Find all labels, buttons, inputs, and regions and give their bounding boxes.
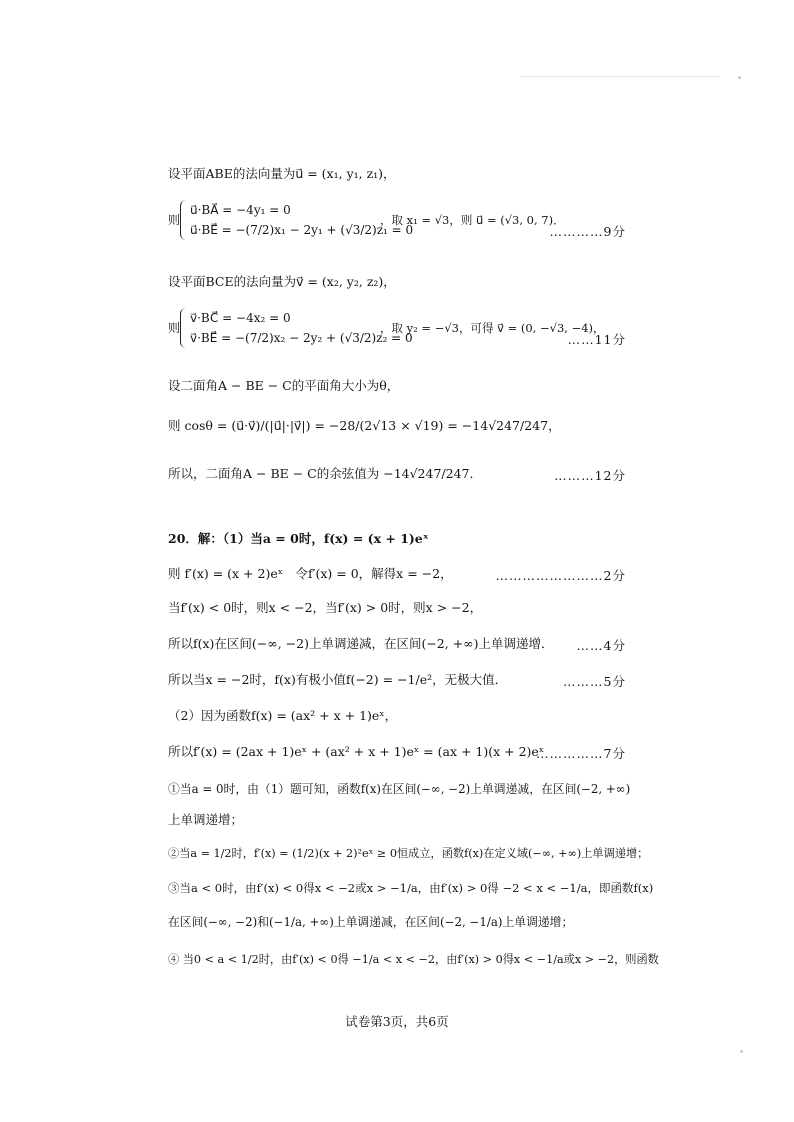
q20-line-1: 20．解：（1）当a = 0时，f(x) = (x + 1)eˣ — [168, 531, 429, 546]
score-7: ……………7分 — [536, 746, 626, 761]
dihedral-angle-line: 设二面角A − BE − C的平面角大小为θ， — [168, 378, 400, 393]
score-11: ……11分 — [567, 332, 626, 347]
q20-line-10: ②当a = 1/2时，f′(x) = (1/2)(x + 2)²eˣ ≥ 0恒成立，函数f(x)在定义域(−∞, +∞)上单调递增； — [168, 847, 649, 860]
cosine-formula-line: 则 cosθ = (u⃗·v⃗)/(|u⃗|·|v⃗|) = −28/(2√13 × √19) = −14√247/247， — [168, 418, 561, 433]
system-prefix: 则 — [168, 213, 181, 227]
system-equation-2: v⃗·BE⃗ = −(7/2)x₂ − 2y₂ + (√3/2)z₂ = 0 — [190, 331, 413, 345]
system-prefix: 则 — [168, 321, 181, 335]
q20-line-13: ④ 当0 < a < 1/2时，由f′(x) < 0得 −1/a < x < −2，由f′(x) > 0得x < −1/a或x > −2，则函数 — [168, 953, 659, 966]
left-brace-icon — [180, 200, 189, 240]
normal-vector-abe-line: 设平面ABE的法向量为u⃗ = (x₁, y₁, z₁)， — [168, 166, 396, 181]
score-5: ………5分 — [563, 674, 626, 689]
scan-speck — [740, 1050, 743, 1053]
page-footer: 试卷第3页，共6页 — [345, 1014, 449, 1029]
score-12: ………12分 — [554, 468, 626, 483]
system-equation-1: u⃗·BA⃗ = −4y₁ = 0 — [190, 203, 291, 217]
q20-line-4: 所以f(x)在区间(−∞, −2)上单调递减，在区间(−2, +∞)上单调递增． — [168, 636, 554, 651]
score-4: ……4分 — [576, 638, 626, 653]
q20-line-2: 则 f′(x) = (x + 2)eˣ 令f′(x) = 0，解得x = −2， — [168, 566, 453, 581]
q20-line-9: 上单调递增； — [168, 812, 244, 827]
scan-speck — [738, 76, 741, 79]
q20-line-5: 所以当x = −2时，f(x)有极小值f(−2) = −1/e²，无极大值． — [168, 672, 508, 687]
q20-line-7: 所以f′(x) = (2ax + 1)eˣ + (ax² + x + 1)eˣ = (ax + 1)(x + 2)eˣ — [168, 744, 545, 759]
q20-line-6: （2）因为函数f(x) = (ax² + x + 1)eˣ， — [168, 708, 398, 723]
q20-line-11: ③当a < 0时，由f′(x) < 0得x < −2或x > −1/a，由f′(x) > 0得 −2 < x < −1/a，即函数f(x) — [168, 881, 654, 895]
system-solution: ，取 y₂ = −√3，可得 v⃗ = (0, −√3, −4)， — [380, 321, 605, 335]
q20-line-8: ①当a = 0时，由（1）题可知，函数f(x)在区间(−∞, −2)上单调递减，在区间(−2, +∞) — [168, 782, 631, 796]
q20-line-3: 当f′(x) < 0时，则x < −2，当f′(x) > 0时，则x > −2， — [168, 600, 483, 615]
conclusion-line: 所以，二面角A − BE − C的余弦值为 −14√247/247． — [168, 466, 482, 481]
left-brace-icon — [180, 308, 189, 348]
normal-vector-bce-line: 设平面BCE的法向量为v⃗ = (x₂, y₂, z₂)， — [168, 274, 396, 289]
system-equation-2: u⃗·BE⃗ = −(7/2)x₁ − 2y₁ + (√3/2)z₁ = 0 — [190, 223, 414, 237]
scan-artifact-line — [520, 76, 720, 77]
system-equation-1: v⃗·BC⃗ = −4x₂ = 0 — [190, 311, 291, 325]
q20-line-12: 在区间(−∞, −2)和(−1/a, +∞)上单调递减，在区间(−2, −1/a)上单调递增； — [168, 915, 574, 929]
system-solution: ，取 x₁ = √3，则 u⃗ = (√3, 0, 7)． — [380, 213, 565, 227]
score-9: …………9分 — [549, 224, 626, 239]
score-2: ……………………2分 — [495, 568, 626, 583]
